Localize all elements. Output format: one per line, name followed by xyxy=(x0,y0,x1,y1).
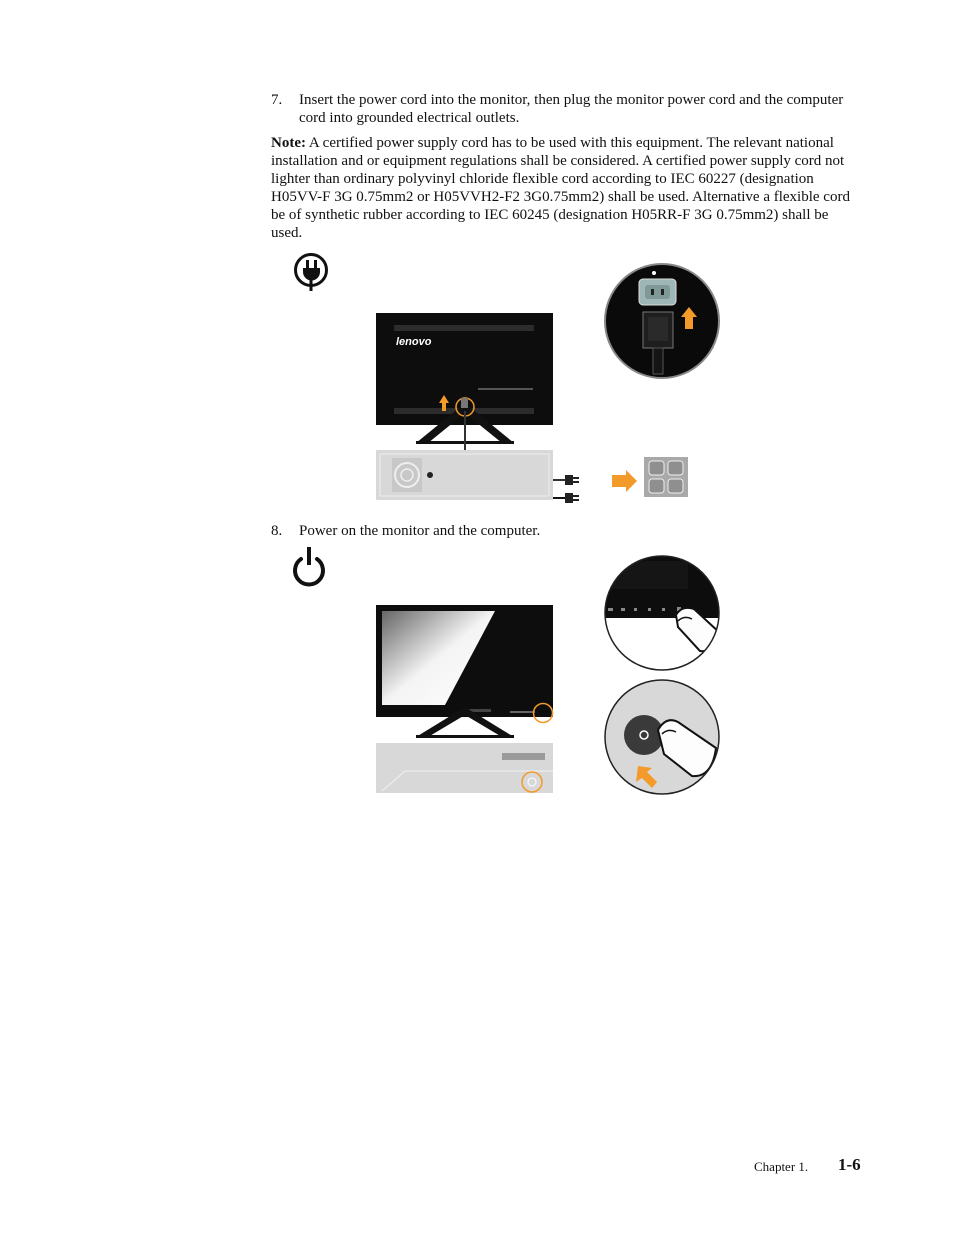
note-label: Note: xyxy=(271,135,306,151)
power-plug-icon xyxy=(296,255,327,292)
power-on-illustration xyxy=(270,545,570,800)
pc-case xyxy=(376,450,553,500)
wall-outlet-icon xyxy=(644,457,688,497)
cord-plug-bottom xyxy=(565,493,579,503)
pc-button-detail xyxy=(602,678,722,798)
note-paragraph xyxy=(271,134,861,242)
step-number: 7. xyxy=(271,92,283,108)
monitor-front xyxy=(376,605,553,738)
pc-front xyxy=(376,743,553,793)
footer-chapter: Chapter 1. xyxy=(754,1159,809,1174)
note-text: A certified power supply cord has to be used with this equipment. The relevant national installation and or equipment regulations shall be considered. A certified power supply cord not lighter than ordinary polyvinyl chloride flexible cord according to IEC 60227 (designation H05VV-F 3G 0.75mm2 or H05VVH2-F2 3G0.75mm2) shall be used. Alternative a flexible cord be of synthetic rubber according to IEC 60245 (designation H05RR-F 3G 0.75mm2) shall be used. xyxy=(271,135,850,241)
monitor-logo: lenovo xyxy=(396,336,432,348)
cord-plug-top xyxy=(565,475,579,485)
step-8 xyxy=(271,522,861,540)
step-7 xyxy=(271,91,861,127)
step-text: Power on the monitor and the computer. xyxy=(299,523,541,539)
right-arrow-icon xyxy=(612,470,637,492)
power-button-icon xyxy=(295,547,323,584)
step-text: Insert the power cord into the monitor, then plug the monitor power cord and the computer cord into grounded electrical outlets. xyxy=(299,92,844,126)
monitor-button-detail xyxy=(602,555,722,675)
step-number: 8. xyxy=(271,523,283,539)
footer-page-number: 1-6 xyxy=(838,1155,861,1174)
power-port-detail xyxy=(602,261,722,381)
